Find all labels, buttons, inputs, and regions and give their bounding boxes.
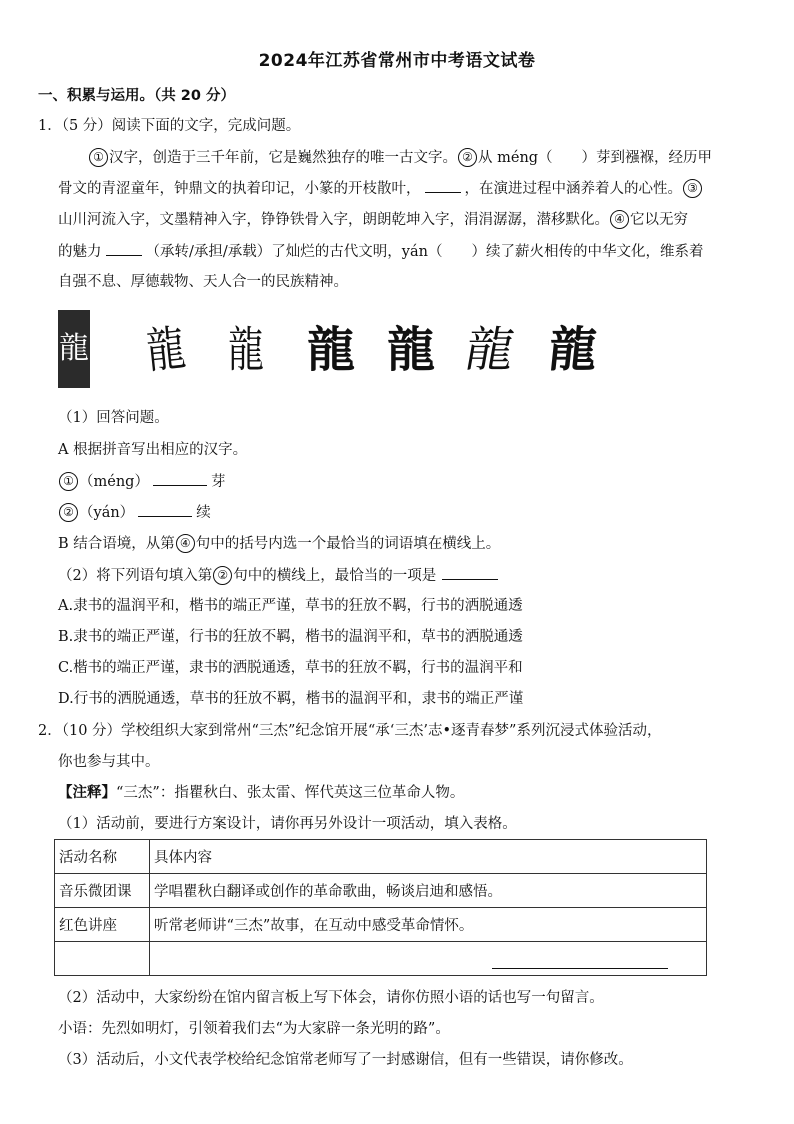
passage-line-4 [58, 241, 703, 262]
text: 句中的横线上，最恰当的一项是 [233, 568, 437, 584]
circle-number-3: ③ [683, 179, 702, 198]
section-heading: 一、积累与运用。（共 20 分） [38, 88, 236, 104]
word-suffix: 芽 [210, 474, 226, 490]
text: B 结合语境，从第 [58, 536, 175, 552]
q1-a2 [58, 502, 211, 523]
table-cell: 学唱瞿秋白翻译或创作的革命歌曲，畅谈启迪和感悟。 [150, 874, 707, 908]
word-suffix: 续 [196, 505, 211, 521]
exam-title: 2024年江苏省常州市中考语文试卷 [258, 51, 536, 71]
option-b[interactable]: B.隶书的端正严谨，行书的狂放不羁，楷书的温润平和，草书的洒脱通透 [58, 629, 523, 645]
passage-line-3 [58, 210, 688, 230]
pinyin-label: （yán） [79, 505, 135, 521]
q1-stem: 1．（5 分）阅读下面的文字，完成问题。 [38, 118, 301, 134]
table-row [55, 874, 707, 908]
q2-note [58, 783, 464, 803]
table-row [55, 908, 707, 942]
q1-partB [58, 534, 500, 554]
table-cell: 音乐微团课 [55, 874, 150, 908]
answer-blank[interactable] [442, 565, 498, 580]
regular-script-glyph: 龍 [386, 322, 435, 378]
text: 句中的括号内选一个最恰当的词语填在横线上。 [195, 536, 501, 552]
q1-sub2 [58, 565, 504, 586]
q2-sub1: （1）活动前，要进行方案设计，请你再另外设计一项活动，填入表格。 [58, 816, 517, 832]
table-cell: 红色讲座 [55, 908, 150, 942]
cursive-script-glyph: 龍 [461, 322, 519, 378]
passage-text: （承转/承担/承载）了灿烂的古代文明，yán（ ）续了薪火相传的中华文化，维系着 [145, 244, 704, 260]
option-c[interactable]: C.楷书的端正严谨，隶书的洒脱通透，草书的狂放不羁，行书的温润平和 [58, 660, 523, 676]
table-cell-answer[interactable] [55, 942, 150, 976]
passage-line-2 [58, 178, 703, 199]
note-label: 【注释】 [58, 785, 116, 801]
passage-text: 从 méng（ ）芽到襁褓，经历甲 [478, 150, 713, 166]
bronze-script-glyph: 龍 [143, 320, 189, 380]
option-d[interactable]: D.行书的洒脱通透，草书的狂放不羁，楷书的温润平和，隶书的端正严谨 [58, 691, 524, 707]
table-cell: 听常老师讲“三杰”故事，在互动中感受革命情怀。 [150, 908, 707, 942]
seal-script-glyph: 龍 [58, 310, 90, 388]
answer-blank[interactable] [138, 502, 192, 517]
activity-table [54, 839, 707, 976]
q2-stem-line-2: 你也参与其中。 [58, 754, 160, 770]
clerical-script-glyph: 龍 [306, 322, 355, 378]
circle-number-1: ① [89, 148, 108, 167]
answer-blank[interactable] [153, 471, 207, 486]
table-cell-answer[interactable] [150, 942, 707, 976]
q2-sub2: （2）活动中，大家纷纷在馆内留言板上写下体会，请你仿照小语的话也写一句留言。 [58, 990, 604, 1006]
passage-text: 的魅力 [58, 244, 102, 260]
table-answer-line[interactable] [492, 968, 668, 969]
q1-a1 [58, 471, 225, 492]
note-text: “三杰”：指瞿秋白、张太雷、恽代英这三位革命人物。 [116, 785, 465, 801]
q1-partA: A 根据拼音写出相应的汉字。 [58, 442, 248, 458]
pinyin-label: （méng） [79, 474, 149, 490]
circle-number-2: ② [59, 503, 78, 522]
passage-text: ，在演进过程中涵养着人的心性。 [464, 181, 682, 197]
passage-text: 骨文的青涩童年，钟鼎文的执着印记，小篆的开枝散叶， [58, 181, 421, 197]
fill-blank[interactable] [106, 241, 142, 256]
table-row-empty[interactable] [55, 942, 707, 976]
circle-number-2: ② [213, 566, 232, 585]
circle-number-1: ① [59, 472, 78, 491]
passage-text: 汉字，创造于三千年前，它是巍然独存的唯一古文字。 [109, 150, 457, 166]
passage-line-5: 自强不息、厚德载物、天人合一的民族精神。 [58, 274, 348, 290]
small-seal-glyph: 龍 [227, 322, 264, 378]
circle-number-4: ④ [610, 210, 629, 229]
table-header-row [55, 840, 707, 874]
circle-number-4: ④ [176, 534, 195, 553]
table-header-cell: 具体内容 [150, 840, 707, 874]
q2-xiaoyu: 小语：先烈如明灯，引领着我们去“为大家辟一条光明的路”。 [58, 1021, 450, 1037]
q2-stem-line-1: 2．（10 分）学校组织大家到常州“三杰”纪念馆开展“承‘三杰’志•逐青春梦”系列沉浸式体验活动， [38, 723, 662, 739]
circle-number-2: ② [458, 148, 477, 167]
passage-text: 它以无穷 [630, 212, 688, 228]
calligraphy-image [58, 307, 610, 392]
fill-blank[interactable] [425, 178, 461, 193]
option-a[interactable]: A.隶书的温润平和，楷书的端正严谨，草书的狂放不羁，行书的洒脱通透 [58, 598, 523, 614]
passage-line-1 [88, 148, 712, 168]
passage-text: 山川河流入字，文墨精神入字，铮铮铁骨入字，朗朗乾坤入字，涓涓潺潺，潜移默化。 [58, 212, 609, 228]
table-header-cell: 活动名称 [55, 840, 150, 874]
running-script-glyph: 龍 [546, 322, 600, 378]
text: （2）将下列语句填入第 [58, 568, 213, 584]
q2-sub3: （3）活动后，小文代表学校给纪念馆常老师写了一封感谢信，但有一些错误，请你修改。 [58, 1052, 633, 1068]
q1-sub1: （1）回答问题。 [58, 410, 169, 426]
